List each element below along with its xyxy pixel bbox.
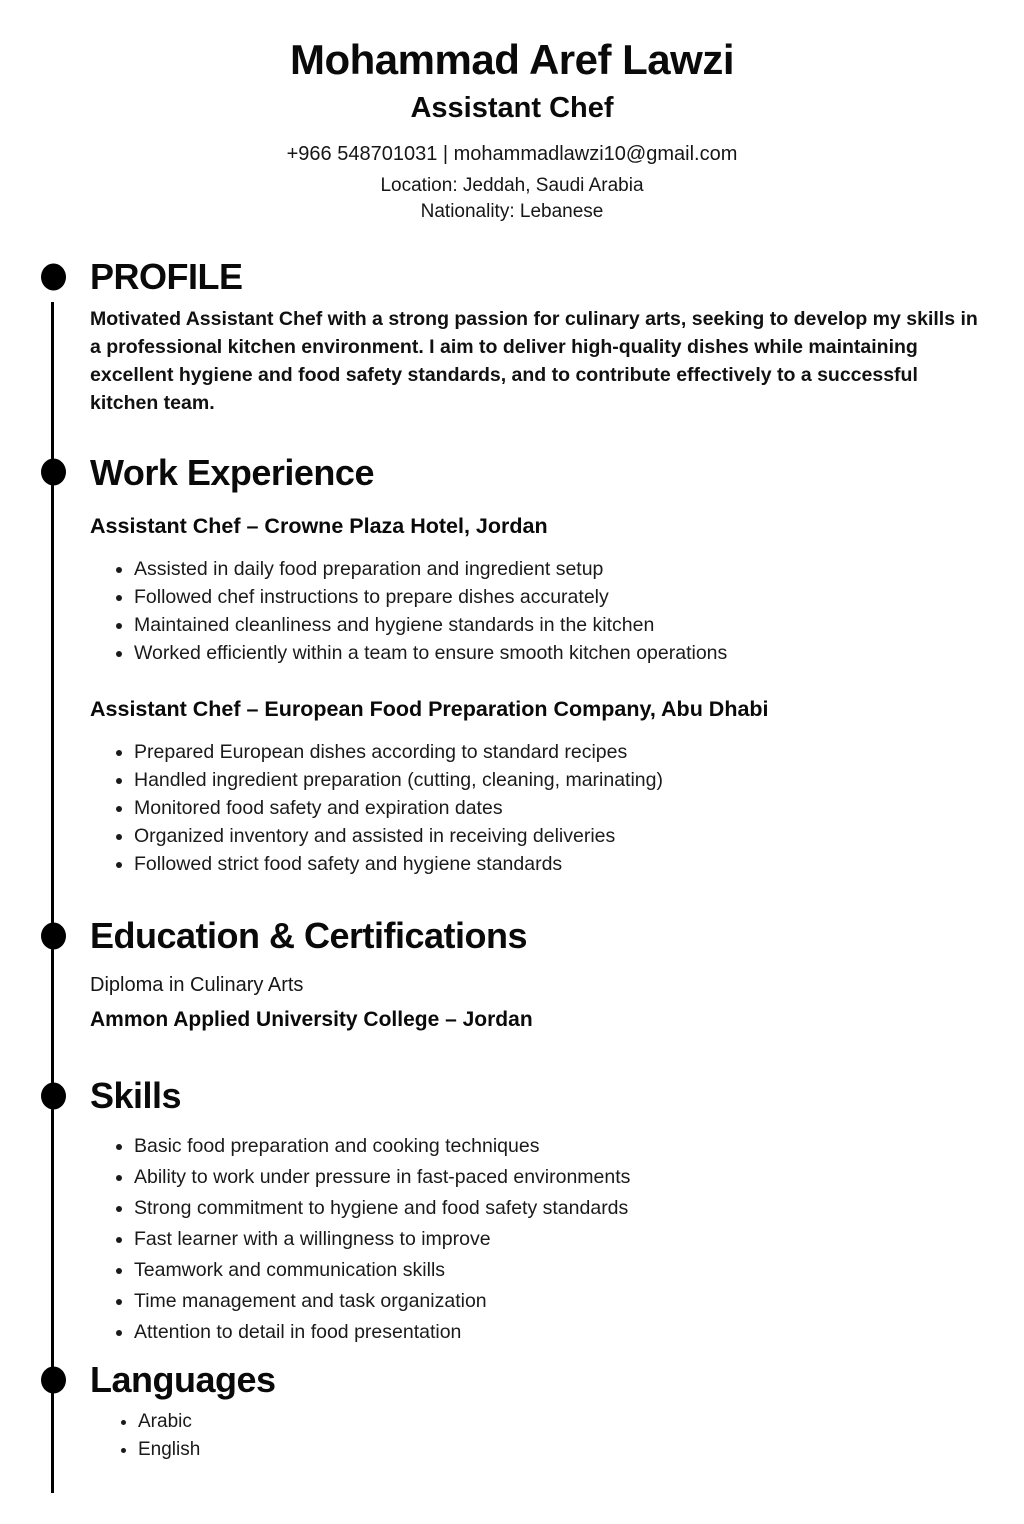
language-item: • English bbox=[138, 1436, 978, 1464]
education-institution: Ammon Applied University College – Jordan bbox=[90, 1007, 533, 1031]
profile-heading bbox=[90, 257, 978, 297]
location-line: Location: Jeddah, Saudi Arabia bbox=[380, 175, 644, 196]
skill-item: • Strong commitment to hygiene and food safety standards bbox=[134, 1193, 978, 1224]
education-degree: Diploma in Culinary Arts bbox=[90, 973, 304, 996]
section-skills bbox=[90, 1076, 978, 1349]
job-title: Assistant Chef – European Food Preparation Company, Abu Dhabi bbox=[90, 697, 769, 722]
skill-item: • Teamwork and communication skills bbox=[134, 1255, 978, 1286]
resume-body bbox=[0, 257, 1024, 1464]
section-education bbox=[90, 916, 978, 1032]
job-bullet: • Followed strict food safety and hygiene standards bbox=[134, 850, 978, 878]
job-bullet: • Organized inventory and assisted in receiving deliveries bbox=[134, 822, 978, 850]
job-bullet: • Prepared European dishes according to standard recipes bbox=[134, 738, 978, 766]
job-bullet: • Worked efficiently within a team to ensure smooth kitchen operations bbox=[134, 639, 978, 667]
job-bullet: • Monitored food safety and expiration dates bbox=[134, 794, 978, 822]
section-work-experience bbox=[90, 453, 978, 879]
skill-item: • Time management and task organization bbox=[134, 1286, 978, 1317]
timeline-dot bbox=[41, 1082, 66, 1109]
job-bullet: • Assisted in daily food preparation and ingredient setup bbox=[134, 555, 978, 583]
contact-line: +966 548701031 | mohammadlawzi10@gmail.com bbox=[286, 143, 738, 165]
skills-heading-label: Skills bbox=[90, 1074, 182, 1116]
skill-item: • Attention to detail in food presentation bbox=[134, 1317, 978, 1348]
job-bullet: • Followed chef instructions to prepare dishes accurately bbox=[134, 583, 978, 611]
job-bullet-list bbox=[90, 738, 978, 878]
languages-list bbox=[90, 1408, 978, 1464]
job-bullet: • Handled ingredient preparation (cutting, cleaning, marinating) bbox=[134, 766, 978, 794]
job-bullet-list bbox=[90, 555, 978, 667]
work-experience-heading-label: Work Experience bbox=[90, 451, 374, 493]
profile-text: Motivated Assistant Chef with a strong passion for culinary arts, seeking to develop my skills in a professional kitchen environment. I aim to deliver high-quality dishes while maintaining excellent hygiene and food safety standards, and to contribute effectively to a successful kitchen team. bbox=[90, 307, 978, 414]
candidate-name: Mohammad Aref Lawzi bbox=[289, 36, 734, 83]
skill-item: • Basic food preparation and cooking techniques bbox=[134, 1131, 978, 1162]
section-languages bbox=[90, 1360, 978, 1464]
job-title: Assistant Chef – Crowne Plaza Hotel, Jordan bbox=[90, 514, 548, 539]
timeline-dot bbox=[41, 263, 66, 290]
candidate-title: Assistant Chef bbox=[410, 92, 614, 124]
language-item: • Arabic bbox=[138, 1408, 978, 1436]
education-heading-label: Education & Certifications bbox=[90, 915, 528, 957]
languages-heading bbox=[90, 1360, 978, 1400]
languages-heading-label: Languages bbox=[90, 1359, 276, 1401]
timeline-dot bbox=[41, 1367, 66, 1394]
education-heading bbox=[90, 916, 978, 956]
timeline-dot bbox=[41, 922, 66, 949]
timeline-dot bbox=[41, 459, 66, 486]
skill-item: • Fast learner with a willingness to improve bbox=[134, 1224, 978, 1255]
job-entry bbox=[90, 697, 978, 878]
section-profile bbox=[90, 257, 978, 417]
job-bullet: • Maintained cleanliness and hygiene standards in the kitchen bbox=[134, 611, 978, 639]
job-entry bbox=[90, 514, 978, 667]
nationality-line: Nationality: Lebanese bbox=[420, 201, 604, 222]
skills-list bbox=[90, 1131, 978, 1348]
resume-header bbox=[0, 0, 1024, 223]
skill-item: • Ability to work under pressure in fast-paced environments bbox=[134, 1162, 978, 1193]
profile-heading-label: PROFILE bbox=[90, 256, 243, 297]
skills-heading bbox=[90, 1076, 978, 1116]
work-experience-heading bbox=[90, 453, 978, 493]
